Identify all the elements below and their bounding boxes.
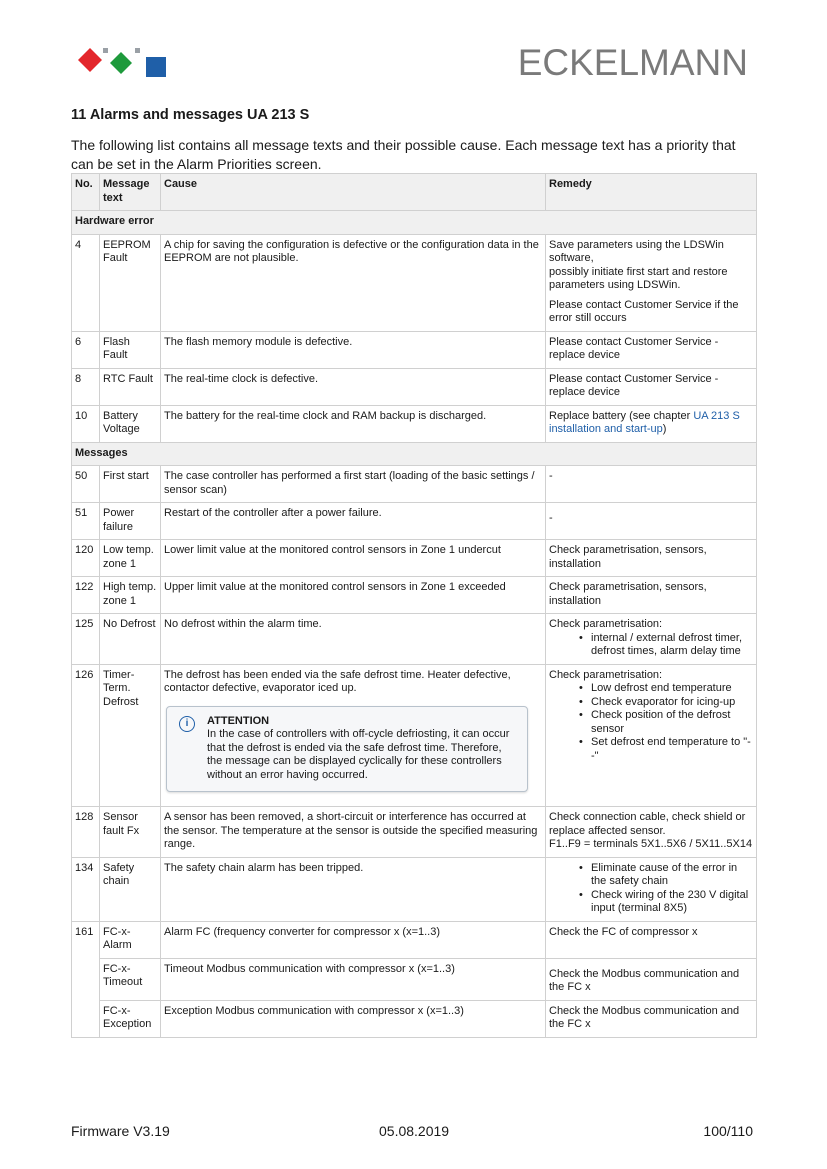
cell-cause: A sensor has been removed, a short-circuit or interference has occurred at the sensor. The temperature at the sensor is outside the specified measuring range. [161,807,546,858]
cell-remedy: - [546,503,757,540]
attention-box [166,706,528,793]
cell-msg: Low temp. zone 1 [100,540,161,577]
col-header-cause: Cause [161,174,546,211]
cell-remedy: Check the Modbus communication and the FC x [546,1000,757,1037]
cell-msg: FC-x-Exception [100,1000,161,1037]
logo-blue-square [146,57,166,77]
list-item: • Set defrost end temperature to "--" [591,736,753,763]
cell-msg: Timer-Term. Defrost [100,664,161,807]
cell-cause: Exception Modbus communication with compressor x (x=1..3) [161,1000,546,1037]
table-row [72,664,757,807]
cell-remedy: Please contact Customer Service - replace device [546,368,757,405]
footer-date: 05.08.2019 [379,1123,450,1139]
eckelmann-logo [76,46,168,80]
cell-no: 50 [72,466,100,503]
cell-cause [161,664,546,807]
table-row [72,807,757,858]
cell-no: 134 [72,857,100,921]
table-header-row [72,174,757,211]
cell-remedy: Check connection cable, check shield or replace affected sensor. F1..F9 = terminals 5X1..5X6 / 5X11..5X14 [546,807,757,858]
table-row [72,577,757,614]
cell-msg: First start [100,466,161,503]
cell-remedy [546,664,757,807]
remedy-text: Replace battery (see chapter [549,409,694,422]
cell-msg: Safety chain [100,857,161,921]
cell-cause: Lower limit value at the monitored control sensors in Zone 1 undercut [161,540,546,577]
cell-msg: Battery Voltage [100,405,161,442]
cell-msg: RTC Fault [100,368,161,405]
intro-text: The following list contains all message texts and their possible cause. Each message text has a priority that can be set in the Alarm Priorities screen. [71,137,736,172]
cell-cause: Upper limit value at the monitored control sensors in Zone 1 exceeded [161,577,546,614]
cell-msg: FC-x-Timeout [100,958,161,1000]
list-item: • Check wiring of the 230 V digital input (terminal 8X5) [591,889,753,916]
cell-no: 126 [72,664,100,807]
cell-cause: The battery for the real-time clock and RAM backup is discharged. [161,405,546,442]
table-row [72,958,757,1000]
logo-gray-square-2 [135,48,140,53]
cell-no: 6 [72,331,100,368]
cell-cause: The real-time clock is defective. [161,368,546,405]
cause-text: The defrost has been ended via the safe defrost time. Heater defective, contactor defective, evaporator iced up. [164,668,511,694]
table-row [72,466,757,503]
table-row [72,921,757,958]
table-row [72,234,757,331]
remedy-text: Check parametrisation: [549,618,663,630]
cell-cause: The case controller has performed a first start (loading of the basic settings / sensor scan) [161,466,546,503]
remedy-list [549,862,753,916]
footer-firmware: Firmware V3.19 [71,1123,170,1139]
cell-no: 128 [72,807,100,858]
cell-cause: Timeout Modbus communication with compressor x (x=1..3) [161,958,546,1000]
logo-red-diamond [78,48,102,72]
alarm-table [71,173,757,1038]
cell-remedy: Check the FC of compressor x [546,921,757,958]
page-title: 11 Alarms and messages UA 213 S [71,107,310,123]
table-row [72,368,757,405]
cell-no: 120 [72,540,100,577]
brand-name: ECKELMANN [517,42,748,83]
cell-msg: No Defrost [100,614,161,665]
cell-remedy: Check parametrisation, sensors, installation [546,577,757,614]
remedy-list [549,632,753,659]
cell-no: 4 [72,234,100,331]
cell-cause: The safety chain alarm has been tripped. [161,857,546,921]
section-row [72,211,757,235]
info-icon: i [179,716,195,732]
attention-title: ATTENTION [207,714,270,727]
cell-no: 8 [72,368,100,405]
cell-cause: Alarm FC (frequency converter for compressor x (x=1..3) [161,921,546,958]
cell-cause: No defrost within the alarm time. [161,614,546,665]
list-item: • Low defrost end temperature [591,682,753,696]
remedy-list [549,682,753,763]
cell-msg: Power failure [100,503,161,540]
table-row [72,331,757,368]
remedy-text: Please contact Customer Service if the error still occurs [549,298,739,324]
section-row [72,442,757,466]
table-row [72,1000,757,1037]
section-messages: Messages [72,442,757,466]
chapter-link[interactable]: UA 213 S installation and start-up [549,409,740,435]
col-header-no: No. [72,174,100,211]
section-hardware: Hardware error [72,211,757,235]
table-row [72,540,757,577]
list-item: • Check position of the defrost sensor [591,709,753,736]
cell-remedy: - [546,466,757,503]
cell-remedy: Please contact Customer Service - replace device [546,331,757,368]
cell-msg: FC-x-Alarm [100,921,161,958]
cell-no: 51 [72,503,100,540]
footer-page-number: 100/110 [703,1123,753,1139]
remedy-text: Check parametrisation: [549,668,663,681]
cell-msg: High temp. zone 1 [100,577,161,614]
cell-remedy: Check parametrisation, sensors, installation [546,540,757,577]
cell-remedy [546,614,757,665]
cell-cause: The flash memory module is defective. [161,331,546,368]
cell-cause: Restart of the controller after a power failure. [161,503,546,540]
table-row [72,857,757,921]
cell-remedy [546,857,757,921]
cell-no: 122 [72,577,100,614]
cell-no: 161 [72,921,100,1037]
list-item: • internal / external defrost timer, defrost times, alarm delay time [591,632,753,659]
remedy-text: ) [662,423,667,435]
cell-no: 10 [72,405,100,442]
logo-gray-square-1 [103,48,108,53]
cell-msg: EEPROM Fault [100,234,161,331]
cell-remedy [546,234,757,331]
table-row [72,614,757,665]
table-row [72,405,757,442]
cell-cause: A chip for saving the configuration is defective or the configuration data in the EEPROM are not plausible. [161,234,546,331]
logo-green-diamond [110,52,132,74]
cell-remedy [546,405,757,442]
remedy-text: Save parameters using the LDSWin software, possibly initiate first start and restore parameters using LDSWin. [549,238,728,291]
list-item: • Eliminate cause of the error in the safety chain [591,862,753,889]
table-row [72,503,757,540]
cell-remedy: Check the Modbus communication and the FC x [546,958,757,1000]
attention-text: In the case of controllers with off-cycle defriosting, it can occur that the defrost is ended via the safe defrost time. Therefore, the message can be displayed cyclically for these controllers without an error having occurred. [207,728,510,781]
cell-msg: Flash Fault [100,331,161,368]
list-item: • Check evaporator for icing-up [591,696,753,710]
cell-msg: Sensor fault Fx [100,807,161,858]
cell-no: 125 [72,614,100,665]
col-header-message: Message text [100,174,161,211]
col-header-remedy: Remedy [546,174,757,211]
